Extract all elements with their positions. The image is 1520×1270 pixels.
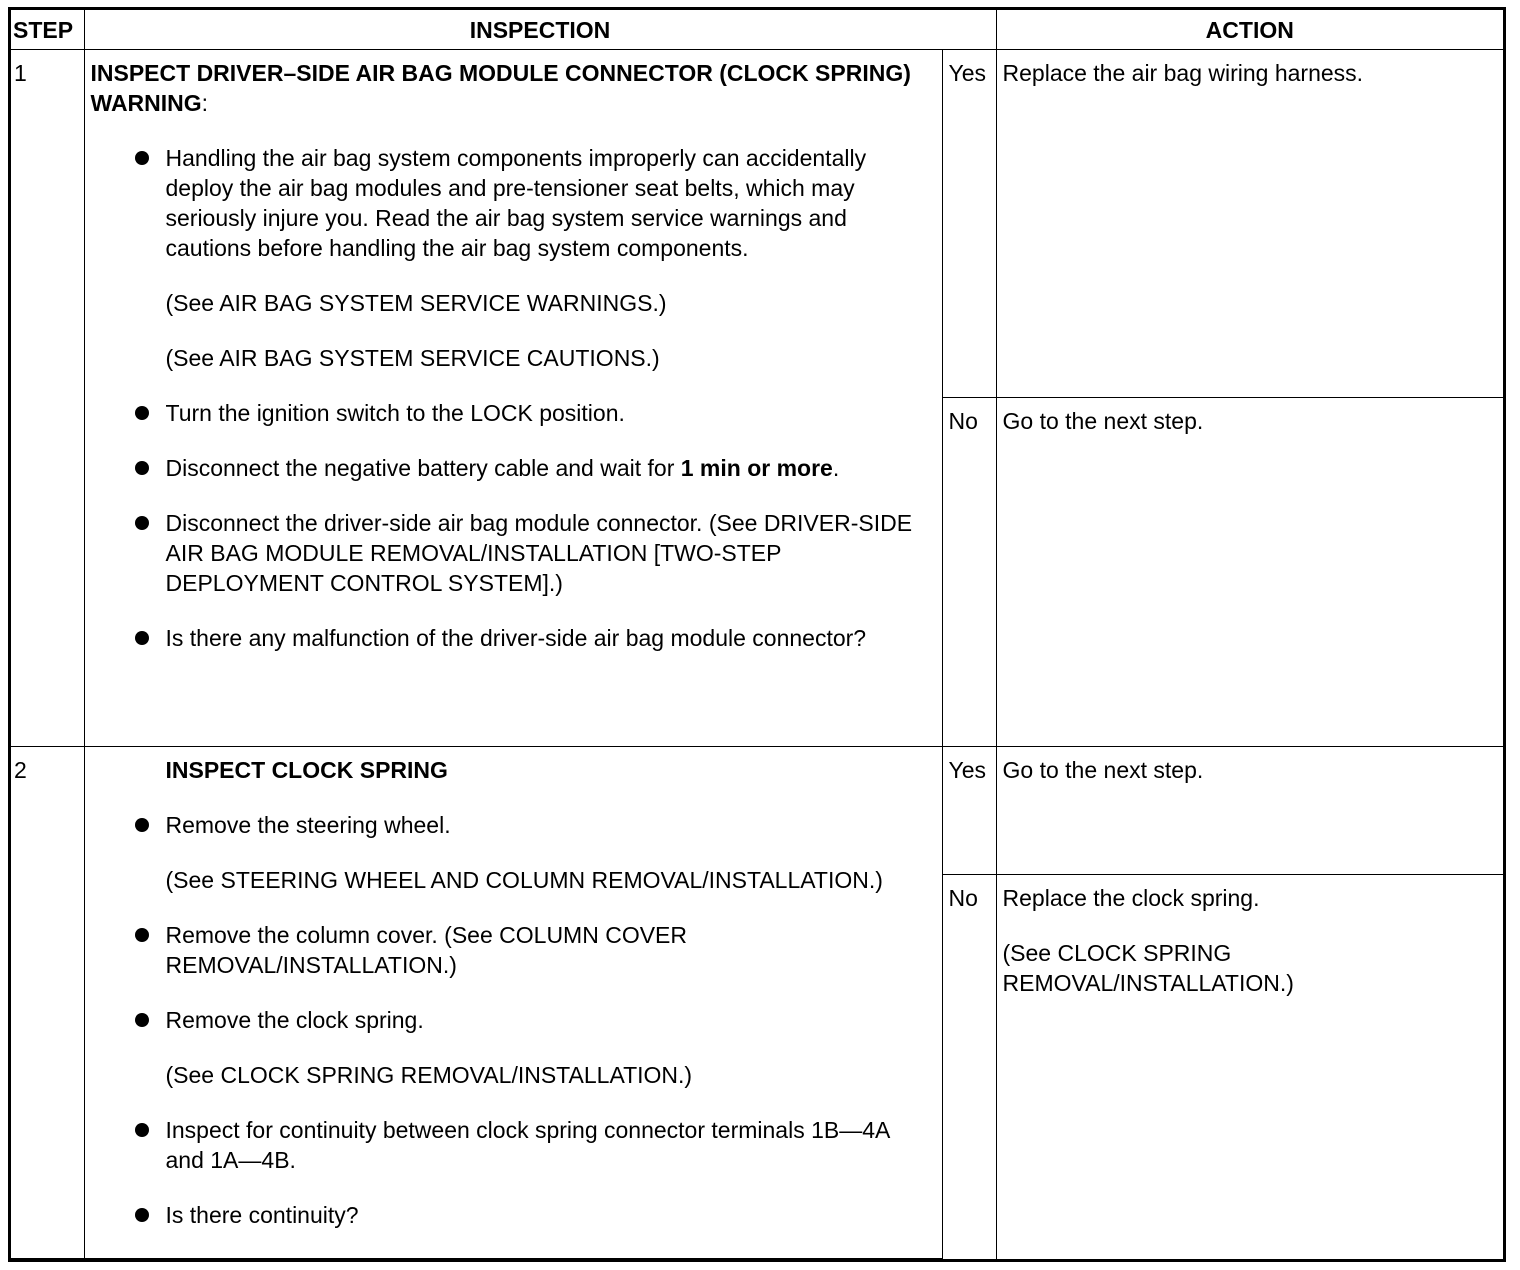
- step2-number-cell: [11, 747, 84, 1259]
- step2-no-ref: (See CLOCK SPRING REMOVAL/INSTALLATION.): [1002, 940, 1294, 996]
- step2-bullet-4-text: Inspect for continuity between clock spring connector terminals 1B—4A and 1A—4B.: [165, 1117, 890, 1173]
- bullet-dot-icon: [135, 928, 149, 942]
- step2-number: 2: [14, 757, 27, 783]
- step1-bullet-3-text: Disconnect the negative battery cable and wait for: [165, 455, 681, 481]
- step2-no-action-cell: [996, 875, 1503, 1259]
- step2-bullet-2-text: Remove the column cover. (See COLUMN COVER REMOVAL/INSTALLATION.): [165, 922, 688, 978]
- step1-bullet-1: [91, 143, 932, 263]
- step1-ref-warnings: (See AIR BAG SYSTEM SERVICE WARNINGS.): [165, 290, 667, 316]
- step2-bullet-2: [91, 920, 932, 980]
- step2-bullet-4: [91, 1115, 932, 1175]
- step2-yes-action: Go to the next step.: [1002, 757, 1204, 783]
- step1-inspection-cell: [84, 50, 942, 747]
- step2-yes-label: Yes: [948, 757, 987, 783]
- step1-warning-label: WARNING: [90, 90, 202, 116]
- step2-bullet-5: [91, 1200, 932, 1230]
- bullet-dot-icon: [135, 516, 149, 530]
- step2-no-action: Replace the clock spring.: [1002, 885, 1260, 911]
- bullet-dot-icon: [135, 631, 149, 645]
- step1-bullet-4-text: Disconnect the driver-side air bag module connector. (See DRIVER-SIDE AIR BAG MODULE REMOVAL/INSTALLATION [TWO-STEP DEPLOYMENT CONTROL SYSTEM].): [165, 510, 913, 596]
- step1-warning: [91, 88, 932, 118]
- step1-wait-time: 1 min or more: [680, 455, 833, 481]
- step1-bullet-5-text: Is there any malfunction of the driver-side air bag module connector?: [165, 625, 867, 651]
- bullet-dot-icon: [135, 1123, 149, 1137]
- step2-yes-action-cell: [996, 747, 1503, 875]
- step2-bullet-3-text: Remove the clock spring.: [165, 1007, 424, 1033]
- step1-number-cell: [11, 50, 84, 747]
- bullet-dot-icon: [135, 406, 149, 420]
- step1-title: INSPECT DRIVER–SIDE AIR BAG MODULE CONNECTOR (CLOCK SPRING): [90, 60, 911, 86]
- bullet-dot-icon: [135, 461, 149, 475]
- step1-no-label: No: [948, 408, 978, 434]
- step2-inspection-cell: [84, 747, 942, 1259]
- step2-ref-clock-spring: (See CLOCK SPRING REMOVAL/INSTALLATION.): [165, 1062, 693, 1088]
- step1-yes-cell: [942, 50, 996, 398]
- step2-ref-steering: (See STEERING WHEEL AND COLUMN REMOVAL/INSTALLATION.): [165, 867, 883, 893]
- step2-bullet-3: [91, 1005, 932, 1035]
- step2-no-cell: [942, 875, 996, 1259]
- step2-title: INSPECT CLOCK SPRING: [165, 757, 448, 783]
- step1-yes-label: Yes: [948, 60, 987, 86]
- step1-row-yes: [11, 50, 1503, 398]
- step1-bullet-3: [91, 453, 932, 483]
- step2-bullet-5-text: Is there continuity?: [165, 1202, 359, 1228]
- step2-yes-cell: [942, 747, 996, 875]
- step1-bullet-3-end: .: [832, 455, 840, 481]
- step1-warning-colon: :: [201, 90, 209, 116]
- bullet-dot-icon: [135, 151, 149, 165]
- step2-bullet-1-text: Remove the steering wheel.: [165, 812, 451, 838]
- step1-number: 1: [14, 60, 27, 86]
- header-action: ACTION: [996, 10, 1503, 50]
- step1-bullet-2: [91, 398, 932, 428]
- troubleshooting-table-frame: [8, 7, 1506, 1262]
- step1-no-action-cell: [996, 398, 1503, 747]
- troubleshooting-table: [11, 10, 1503, 1259]
- bullet-dot-icon: [135, 1013, 149, 1027]
- step2-row-yes: [11, 747, 1503, 875]
- step1-bullet-5: [91, 623, 932, 653]
- step2-no-label: No: [948, 885, 978, 911]
- step1-yes-action: Replace the air bag wiring harness.: [1002, 60, 1364, 86]
- step1-bullet-4: [91, 508, 932, 598]
- header-row: [11, 10, 1503, 50]
- header-inspection: INSPECTION: [84, 10, 996, 50]
- step2-bullet-1: [91, 810, 932, 840]
- bullet-dot-icon: [135, 818, 149, 832]
- bullet-dot-icon: [135, 1208, 149, 1222]
- step1-ref-cautions: (See AIR BAG SYSTEM SERVICE CAUTIONS.): [165, 345, 660, 371]
- step1-bullet-1-text: Handling the air bag system components improperly can accidentally deploy the air bag modules and pre-tensioner seat belts, which may seriously injure you. Read the air bag system service warnings and cautions before handling the air bag system components.: [165, 145, 867, 261]
- step1-no-action: Go to the next step.: [1002, 408, 1204, 434]
- step1-yes-action-cell: [996, 50, 1503, 398]
- header-step: STEP: [11, 10, 84, 50]
- step1-no-cell: [942, 398, 996, 747]
- step1-bullet-2-text: Turn the ignition switch to the LOCK position.: [165, 400, 625, 426]
